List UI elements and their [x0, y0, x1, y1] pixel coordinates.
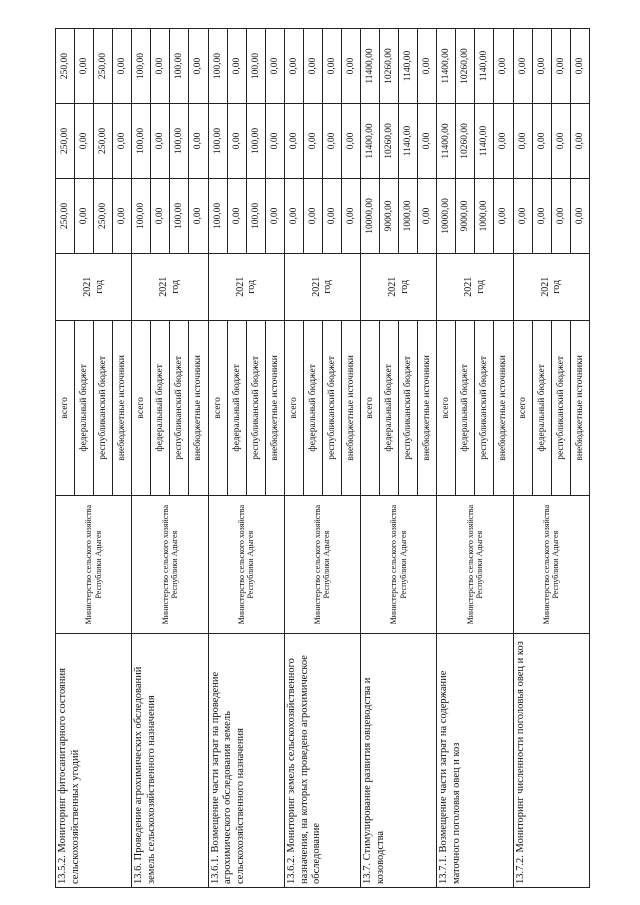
funding-source: федеральный бюджет	[227, 320, 246, 495]
amount-cell: 0,00	[227, 29, 246, 104]
amount-cell: 100,00	[132, 178, 151, 253]
measure-name: 13.7.1. Возмещение части затрат на содержание маточного поголовья овец и коз	[437, 634, 513, 888]
year-number: 2021	[158, 276, 170, 297]
year-word: год	[246, 279, 258, 294]
amount-cell: 0,00	[75, 29, 94, 104]
year-cell	[208, 253, 284, 320]
amount-cell: 0,00	[551, 29, 570, 104]
amount-cell: 0,00	[151, 29, 170, 104]
amount-cell: 10260,00	[380, 29, 399, 104]
amount-cell: 250,00	[94, 178, 113, 253]
amount-cell: 11400,00	[437, 103, 456, 178]
amount-cell: 100,00	[246, 29, 265, 104]
amount-cell: 0,00	[113, 103, 132, 178]
amount-cell: 250,00	[94, 103, 113, 178]
funding-source: внебюджетные источники	[494, 320, 513, 495]
funding-source: республиканский бюджет	[94, 320, 113, 495]
amount-cell: 0,00	[303, 178, 322, 253]
responsible-executor: Министерство сельского хозяйства Республики Адыгея	[56, 495, 132, 633]
funding-source: федеральный бюджет	[380, 320, 399, 495]
year-word: год	[169, 279, 181, 294]
measure-name: 13.7.2. Мониторинг численности поголовья овец и коз	[513, 634, 590, 888]
responsible-executor: Министерство сельского хозяйства Республики Адыгея	[284, 495, 360, 633]
amount-cell: 0,00	[227, 103, 246, 178]
amount-cell: 0,00	[532, 103, 551, 178]
funding-source: внебюджетные источники	[189, 320, 208, 495]
amount-cell: 1140,00	[399, 29, 418, 104]
program-measures-table	[55, 28, 590, 888]
funding-source: республиканский бюджет	[246, 320, 265, 495]
amount-cell: 0,00	[322, 29, 341, 104]
year-word: год	[474, 279, 486, 294]
table-row	[513, 29, 532, 888]
funding-source: внебюджетные источники	[113, 320, 132, 495]
year-word: год	[93, 279, 105, 294]
measure-name: 13.5.2. Мониторинг фитосанитарного состояния сельскохозяйственных угодий	[56, 634, 132, 888]
amount-cell: 0,00	[265, 29, 284, 104]
table-row	[284, 29, 303, 888]
amount-cell: 11400,00	[361, 29, 380, 104]
amount-cell: 0,00	[513, 178, 532, 253]
table-row	[208, 29, 227, 888]
amount-cell: 0,00	[341, 103, 360, 178]
amount-cell: 0,00	[322, 103, 341, 178]
amount-cell: 0,00	[265, 103, 284, 178]
amount-cell: 1000,00	[399, 178, 418, 253]
responsible-executor: Министерство сельского хозяйства Республики Адыгея	[513, 495, 590, 633]
year-number: 2021	[310, 276, 322, 297]
funding-source: внебюджетные источники	[570, 320, 589, 495]
amount-cell: 10000,00	[437, 178, 456, 253]
amount-cell: 0,00	[551, 178, 570, 253]
responsible-executor: Министерство сельского хозяйства Республики Адыгея	[361, 495, 437, 633]
funding-source: всего	[208, 320, 227, 495]
amount-cell: 0,00	[189, 29, 208, 104]
amount-cell: 100,00	[132, 29, 151, 104]
amount-cell: 0,00	[532, 29, 551, 104]
amount-cell: 0,00	[113, 29, 132, 104]
funding-source: внебюджетные источники	[341, 320, 360, 495]
amount-cell: 100,00	[246, 103, 265, 178]
measure-name: 13.6. Проведение агрохимических обследований земель сельскохозяйственного назначения	[132, 634, 208, 888]
amount-cell: 0,00	[151, 178, 170, 253]
amount-cell: 0,00	[570, 178, 589, 253]
funding-source: всего	[284, 320, 303, 495]
funding-source: внебюджетные источники	[418, 320, 437, 495]
amount-cell: 0,00	[265, 178, 284, 253]
table-row	[361, 29, 380, 888]
amount-cell: 100,00	[208, 29, 227, 104]
funding-source: всего	[437, 320, 456, 495]
amount-cell: 100,00	[170, 29, 189, 104]
amount-cell: 100,00	[208, 178, 227, 253]
amount-cell: 9000,00	[456, 178, 475, 253]
funding-source: всего	[513, 320, 532, 495]
funding-source: федеральный бюджет	[532, 320, 551, 495]
amount-cell: 0,00	[189, 103, 208, 178]
year-cell	[437, 253, 513, 320]
amount-cell: 10260,00	[456, 29, 475, 104]
amount-cell: 0,00	[494, 178, 513, 253]
amount-cell: 0,00	[341, 178, 360, 253]
funding-source: федеральный бюджет	[75, 320, 94, 495]
measure-name: 13.6.2. Мониторинг земель сельскохозяйственного назначения, на которых проведено агрохимическое обследование	[284, 634, 360, 888]
amount-cell: 0,00	[513, 29, 532, 104]
table-row	[132, 29, 151, 888]
responsible-executor: Министерство сельского хозяйства Республики Адыгея	[132, 495, 208, 633]
funding-source: республиканский бюджет	[551, 320, 570, 495]
amount-cell: 0,00	[322, 178, 341, 253]
responsible-executor: Министерство сельского хозяйства Республики Адыгея	[437, 495, 513, 633]
year-cell	[132, 253, 208, 320]
amount-cell: 0,00	[418, 29, 437, 104]
funding-source: республиканский бюджет	[170, 320, 189, 495]
year-number: 2021	[463, 276, 475, 297]
amount-cell: 0,00	[284, 178, 303, 253]
table-body	[56, 29, 590, 888]
year-word: год	[398, 279, 410, 294]
funding-source: республиканский бюджет	[475, 320, 494, 495]
amount-cell: 0,00	[227, 178, 246, 253]
year-cell	[361, 253, 437, 320]
amount-cell: 0,00	[532, 178, 551, 253]
amount-cell: 0,00	[494, 29, 513, 104]
amount-cell: 250,00	[56, 29, 75, 104]
year-word: год	[551, 279, 563, 294]
funding-source: всего	[132, 320, 151, 495]
measure-name: 13.7. Стимулирование развития овцеводства и козоводства	[361, 634, 437, 888]
year-number: 2021	[387, 276, 399, 297]
funding-source: республиканский бюджет	[322, 320, 341, 495]
year-number: 2021	[82, 276, 94, 297]
amount-cell: 0,00	[570, 103, 589, 178]
amount-cell: 10260,00	[456, 103, 475, 178]
year-cell	[513, 253, 590, 320]
year-cell	[56, 253, 132, 320]
amount-cell: 0,00	[75, 178, 94, 253]
funding-source: всего	[56, 320, 75, 495]
amount-cell: 10260,00	[380, 103, 399, 178]
amount-cell: 0,00	[151, 103, 170, 178]
amount-cell: 0,00	[284, 103, 303, 178]
funding-source: республиканский бюджет	[399, 320, 418, 495]
year-cell	[284, 253, 360, 320]
amount-cell: 100,00	[132, 103, 151, 178]
amount-cell: 0,00	[551, 103, 570, 178]
measure-name: 13.6.1. Возмещение части затрат на проведение агрохимического обследования земель сельскохозяйственного назначения	[208, 634, 284, 888]
year-number: 2021	[234, 276, 246, 297]
responsible-executor: Министерство сельского хозяйства Республики Адыгея	[208, 495, 284, 633]
amount-cell: 1140,00	[475, 103, 494, 178]
funding-source: всего	[361, 320, 380, 495]
funding-source: федеральный бюджет	[303, 320, 322, 495]
funding-source: федеральный бюджет	[151, 320, 170, 495]
amount-cell: 0,00	[513, 103, 532, 178]
funding-source: федеральный бюджет	[456, 320, 475, 495]
amount-cell: 11400,00	[437, 29, 456, 104]
funding-source: внебюджетные источники	[265, 320, 284, 495]
amount-cell: 250,00	[56, 103, 75, 178]
amount-cell: 250,00	[94, 29, 113, 104]
amount-cell: 0,00	[113, 178, 132, 253]
amount-cell: 100,00	[246, 178, 265, 253]
amount-cell: 100,00	[208, 103, 227, 178]
amount-cell: 0,00	[303, 103, 322, 178]
amount-cell: 0,00	[341, 29, 360, 104]
amount-cell: 10000,00	[361, 178, 380, 253]
amount-cell: 100,00	[170, 178, 189, 253]
amount-cell: 100,00	[170, 103, 189, 178]
year-word: год	[322, 279, 334, 294]
amount-cell: 0,00	[494, 103, 513, 178]
table-row	[56, 29, 75, 888]
amount-cell: 9000,00	[380, 178, 399, 253]
amount-cell: 0,00	[189, 178, 208, 253]
year-number: 2021	[539, 276, 551, 297]
amount-cell: 1140,00	[399, 103, 418, 178]
amount-cell: 0,00	[303, 29, 322, 104]
amount-cell: 1140,00	[475, 29, 494, 104]
amount-cell: 1000,00	[475, 178, 494, 253]
amount-cell: 0,00	[418, 103, 437, 178]
amount-cell: 0,00	[75, 103, 94, 178]
amount-cell: 250,00	[56, 178, 75, 253]
table-row	[437, 29, 456, 888]
rotated-table-wrapper	[55, 28, 590, 888]
amount-cell: 0,00	[284, 29, 303, 104]
amount-cell: 11400,00	[361, 103, 380, 178]
amount-cell: 0,00	[418, 178, 437, 253]
amount-cell: 0,00	[570, 29, 589, 104]
